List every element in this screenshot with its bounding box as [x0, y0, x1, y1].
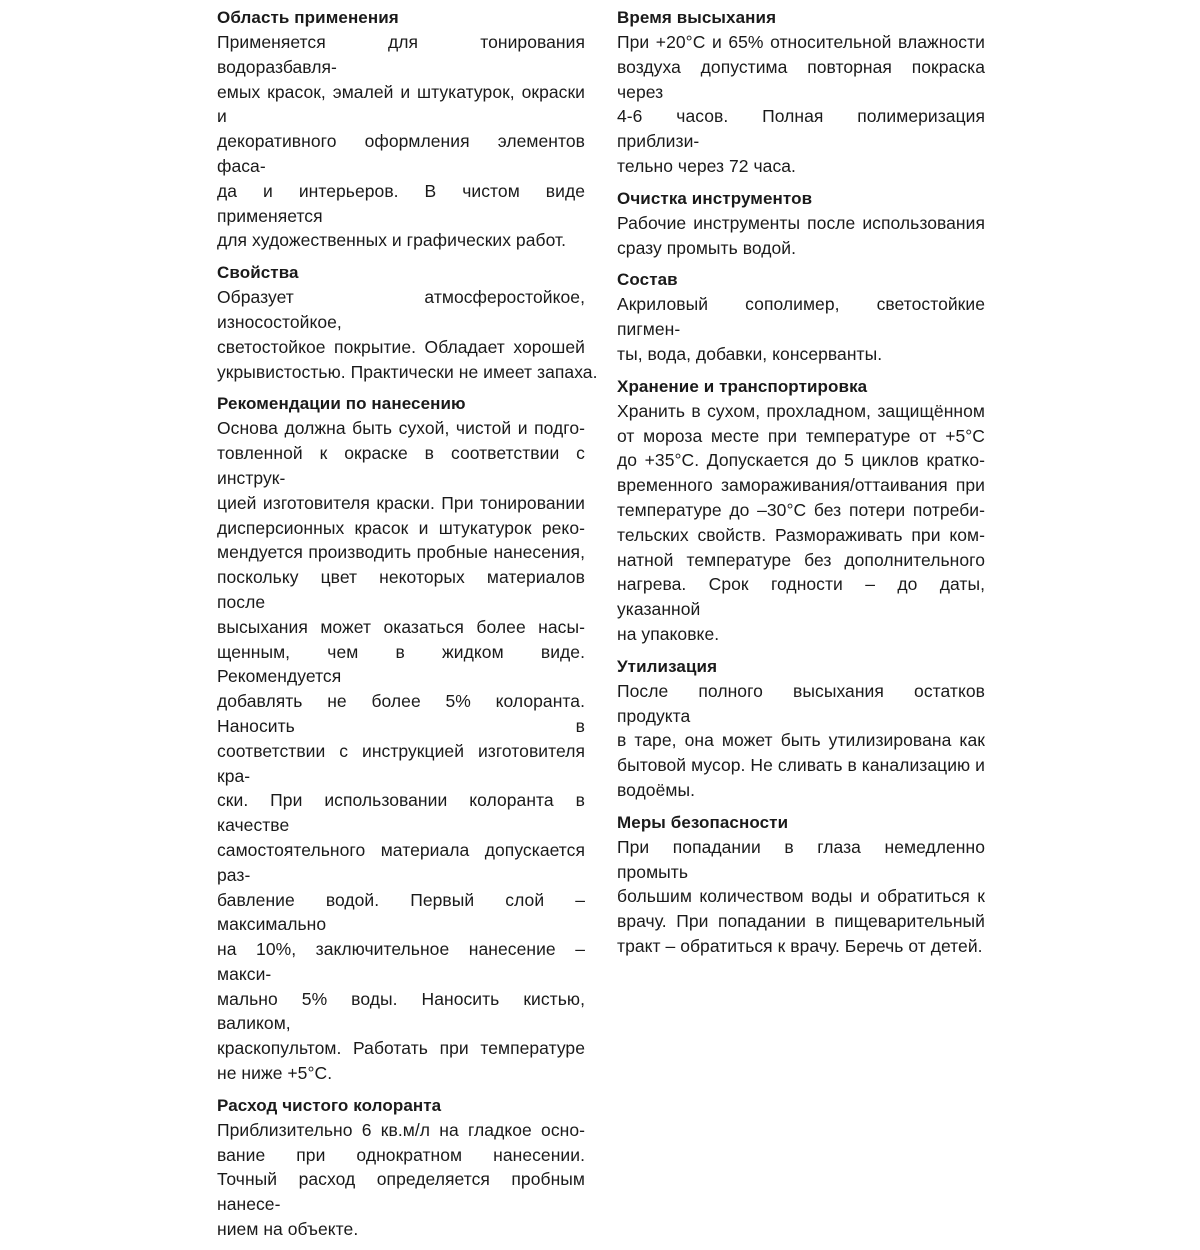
- section-left-1: [217, 261, 598, 384]
- section-heading: Хранение и транспортировка: [617, 376, 868, 396]
- text-line: светостойкое покрытие. Обладает хорошей: [217, 336, 585, 357]
- section-right-5: [617, 811, 985, 959]
- text-line: от мороза месте при температуре от +5°С: [617, 425, 985, 446]
- text-line: высыхания может оказаться более насы-: [217, 616, 585, 637]
- text-line: щенным, чем в жидком виде. Рекомендуется: [217, 641, 585, 687]
- text-line: Акриловый сополимер, светостойкие пигмен-: [617, 294, 985, 340]
- section-heading: Свойства: [217, 263, 299, 283]
- section-left-0: [217, 6, 585, 253]
- text-line: не ниже +5°С.: [217, 1063, 333, 1084]
- text-line: водоёмы.: [617, 779, 695, 800]
- text-line: При попадании в глаза немедленно промыть: [617, 836, 985, 882]
- text-line: бавление водой. Первый слой – максимально: [217, 889, 585, 935]
- text-line: в таре, она может быть утилизирована как: [617, 730, 985, 751]
- text-line: температуре до –30°С без потери потреби-: [617, 499, 985, 520]
- text-line: на упаковке.: [617, 623, 720, 644]
- section-heading: Область применения: [217, 8, 399, 27]
- text-line: мально 5% воды. Наносить кистью, валиком,: [217, 988, 585, 1034]
- section-right-0: [617, 6, 985, 179]
- text-line: временного замораживания/оттаивания при: [617, 475, 985, 496]
- section-heading: Утилизация: [617, 656, 718, 676]
- text-line: Основа должна быть сухой, чистой и подго-: [217, 418, 585, 439]
- section-heading: Расход чистого колоранта: [217, 1095, 442, 1115]
- section-left-2: [217, 392, 585, 1086]
- text-line: для художественных и графических работ.: [217, 230, 567, 251]
- text-line: вание при однократном нанесении.: [217, 1144, 585, 1165]
- text-line: ты, вода, добавки, консерванты.: [617, 343, 883, 364]
- text-line: врачу. При попадании в пищеварительный: [617, 911, 985, 932]
- text-line: дисперсионных красок и штукатурок реко-: [217, 517, 585, 538]
- text-line: сразу промыть водой.: [617, 237, 797, 258]
- text-line: натной температуре без дополнительного: [617, 549, 985, 570]
- text-line: Образует атмосферостойкое, износостойкое,: [217, 287, 585, 332]
- text-line: Приблизительно 6 кв.м/л на гладкое осно-: [217, 1119, 585, 1140]
- section-body: [617, 292, 985, 366]
- section-body: [217, 30, 585, 253]
- text-line: декоративного оформления элементов фаса-: [217, 131, 585, 176]
- section-right-2: [617, 268, 985, 366]
- text-line: Хранить в сухом, прохладном, защищённом: [617, 400, 985, 421]
- section-right-4: [617, 655, 985, 803]
- section-right-3: [617, 375, 985, 647]
- right-column: [617, 6, 985, 967]
- section-body: [617, 399, 985, 647]
- left-column: [217, 6, 598, 1250]
- text-line: воздуха допустима повторная покраска через: [617, 56, 985, 102]
- section-body: [217, 416, 585, 1086]
- section-heading: Рекомендации по нанесению: [217, 394, 466, 414]
- text-line: нием на объекте.: [217, 1219, 359, 1240]
- text-line: При +20°С и 65% относительной влажности: [617, 32, 985, 52]
- text-line: поскольку цвет некоторых материалов после: [217, 567, 585, 612]
- section-heading: Очистка инструментов: [617, 188, 813, 208]
- section-body: [617, 835, 985, 959]
- text-line: да и интерьеров. В чистом виде применяется: [217, 180, 585, 226]
- section-heading: Меры безопасности: [617, 812, 789, 832]
- text-line: укрывистостью. Практически не имеет запаха.: [217, 361, 598, 382]
- section-heading: Время высыхания: [617, 8, 777, 27]
- text-line: тельских свойств. Размораживать при ком-: [617, 524, 985, 545]
- section-body: [617, 30, 985, 179]
- text-line: емых красок, эмалей и штукатурок, окраски и: [217, 81, 585, 127]
- section-body: [217, 285, 598, 384]
- text-line: до +35°С. Допускается до 5 циклов кратко-: [617, 450, 985, 471]
- section-left-3: [217, 1094, 585, 1242]
- section-right-1: [617, 187, 985, 261]
- text-line: добавлять не более 5% колоранта. Наносить в: [217, 691, 585, 736]
- text-line: на 10%, заключительное нанесение – макси-: [217, 939, 585, 984]
- text-line: бытовой мусор. Не сливать в канализацию и: [617, 755, 985, 776]
- text-line: тракт – обратиться к врачу. Беречь от детей.: [617, 935, 983, 956]
- text-line: самостоятельного материала допускается раз-: [217, 839, 585, 885]
- text-line: Применяется для тонирования водоразбавля-: [217, 32, 585, 77]
- text-line: соответствии с инструкцией изготовителя кра-: [217, 740, 585, 786]
- section-heading: Состав: [617, 270, 678, 290]
- text-line: После полного высыхания остатков продукта: [617, 680, 985, 726]
- text-line: ски. При использовании колоранта в качестве: [217, 790, 585, 836]
- section-body: [617, 679, 985, 803]
- text-line: тельно через 72 часа.: [617, 155, 796, 176]
- text-line: краскопультом. Работать при температуре: [217, 1038, 585, 1059]
- text-line: Рабочие инструменты после использования: [617, 212, 985, 233]
- text-line: товленной к окраске в соответствии с инструк-: [217, 443, 585, 488]
- text-line: большим количеством воды и обратиться к: [617, 886, 985, 907]
- text-line: Точный расход определяется пробным нанесе-: [217, 1169, 585, 1215]
- section-body: [617, 211, 985, 261]
- section-body: [217, 1118, 585, 1242]
- text-line: нагрева. Срок годности – до даты, указанной: [617, 574, 985, 620]
- text-line: цией изготовителя краски. При тонировании: [217, 492, 585, 513]
- text-line: 4-6 часов. Полная полимеризация приблизи-: [617, 106, 985, 152]
- text-line: мендуется производить пробные нанесения,: [217, 542, 585, 563]
